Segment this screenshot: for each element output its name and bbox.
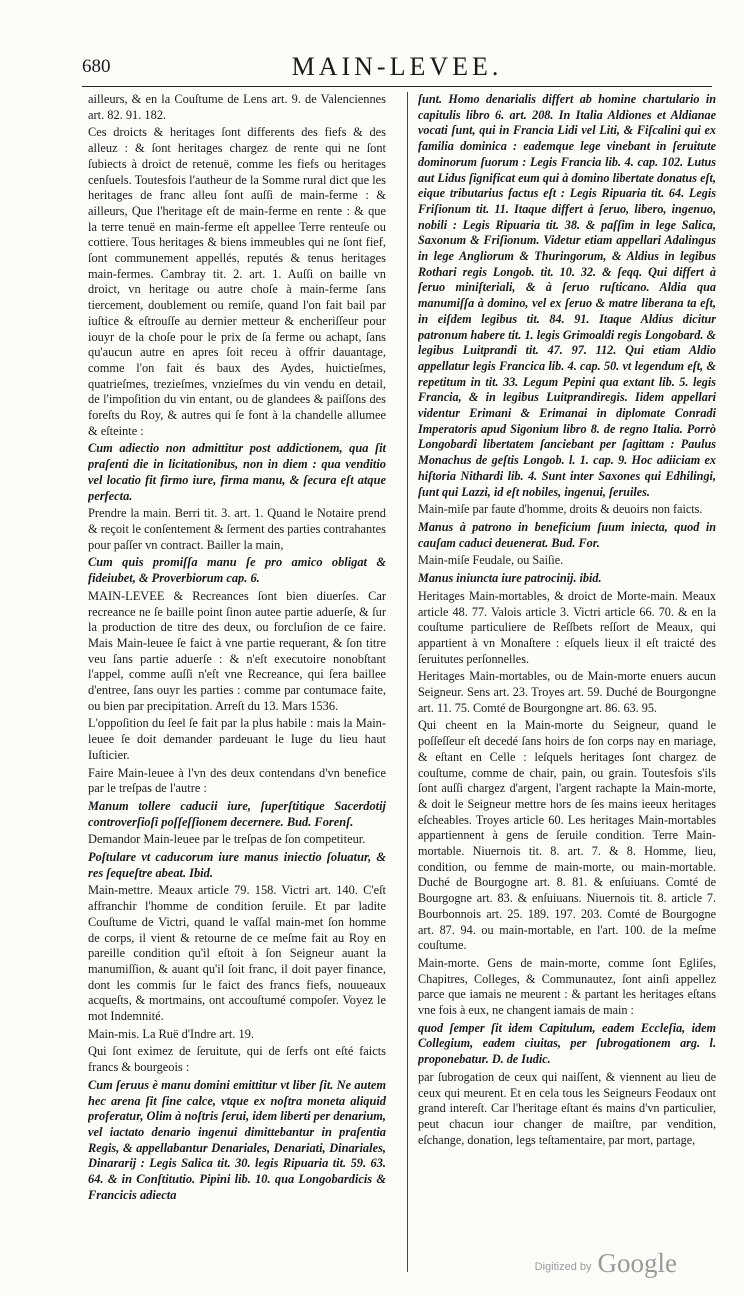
paragraph: Qui cheent en la Main-morte du Seigneur, quand le poſſeſſeur eſt decedé ſans hoirs de ſon corps nay en mariage, & eſtant en Celle : leſquels heritages ſont chargez de couſtume, comme de chair, pain, ou grain. Toutesfois s'ils ſont auſſi chargez d'argent, l'argent rachapte la Main-morte, & doit le Seigneur mettre hors de ſes mains ieeux heritages eſcheables. Troyes article 60. Les heritages Main-mortables appartiennent à gens de ſeruile condition. Terre Main-mortable. Niuernois tit. 8. art. 7. & 8. Homme, lieu, condition, ou femme de main-morte, ou main-mortable. Duché de Bourgogne art. 8. 81. & enſuiuans. Comté de Bourgogne art. 83. & enſuiuans. Niuernois tit. 8. article 7. Bourbonnois art. 25. 189. 197. 203. Comté de Bourgogne art. 87. 94. ou main-mortable, en l'art. 100. de la meſme couſtume.: [418, 718, 716, 953]
latin-citation: Manus à patrono in beneficium ſuum iniecta, quod in cauſam caduci deuenerat. Bud. For.: [418, 519, 716, 550]
latin-citation: Cum ſeruus è manu domini emittitur vt liber ſit. Ne autem hec arena ſit ſine calce, vtque ex noſtra moneta aliquid proferatur, Olim à noſtris ſerui, idem liberti per denarium, vel iactato denario ingenui dimittebantur in praſentia Regis, & appellabantur Denariales, Denariati, Dinariales, Dinararij : Legis Salica tit. 30. legis Ripuaria tit. 59. 63. 64. & in Conſtitutio. Pipini lib. 10. qua Longobardicis & Francicis adiecta: [88, 1077, 386, 1202]
latin-citation: Manus iniuncta iure patrocinij. ibid.: [418, 571, 602, 586]
paragraph: Prendre la main. Berri tit. 3. art. 1. Quand le Notaire prend & reçoit le conſentement & ſerment des parties contrahantes pour paſſer vn contract. Bailler la main,: [88, 506, 386, 552]
paragraph: Faire Main-leuee à l'vn des deux contendans d'vn benefice par le treſpas de l'autre :: [88, 765, 386, 796]
column-divider: [407, 92, 408, 1272]
paragraph: L'oppoſition du ſeel ſe fait par la plus habile : mais la Main-leuee ſe doit demander pardeuant le Iuge du lieu haut Iuſticier.: [88, 716, 386, 762]
latin-citation: Poſtulare vt caducorum iure manus iniectio ſoluatur, & res ſequeſtre abeat. Ibid.: [88, 850, 386, 880]
page-header: [82, 52, 712, 82]
paragraph: Main-morte. Gens de main-morte, comme ſont Egliſes, Chapitres, Colleges, & Communautez, ſont ainſi appellez parce que iamais ne meurent : & partant les heritages eſtans vne fois à eux, ne changent iamais de main :: [418, 955, 716, 1018]
left-column: [88, 92, 386, 1272]
latin-citation: Cum quis promiſſa manu ſe pro amico obligat & fideiubet, & Proverbiorum cap. 6.: [88, 555, 386, 586]
paragraph: par ſubrogation de ceux qui naiſſent, & viennent au lieu de ceux qui meurent. Et en cela tous les Seigneurs Feodaux ont grand intereſt. Car l'heritage eſtant és mains d'vn particulier, peut chacun iour changer de maiſtre, par vendition, eſchange, donation, legs teſtamentaire, par mort, partage,: [418, 1069, 716, 1147]
latin-citation: quod ſemper ſit idem Capitulum, eadem Eccleſia, idem Collegium, eadem ciuitas, per ſubrogationem arg. l. proponebatur. D. de Iudic.: [418, 1020, 716, 1067]
latin-citation: ſunt. Homo denarialis differt ab homine chartulario in capitulis libro 6. art. 208. In Italia Aldiones et Aldianae vocati ſunt, qui in Francia Lidi vel Liti, & Fiſcalini qui ex familia dominica : eademque lege vinebant in ſeruitute dominorum ſuorum : Legis Francia lib. 4. cap. 102. Lutus aut Lidus ſignificat eum qui à domino libertate donatus eſt, eique tributarius factus eſt : Legis Ripuaria tit. 64. Legis Friſionum tit. 11. Itaque differt à ſeruo, libero, ingenuo, nobili : Legis Ripuaria tit. 38. & paſſim in lege Salica, Saxonum & Friſionum. Videtur etiam appellari Adalingus in lege Angliorum & Thuringorum, & Aldius in legibus Rothari regis Longob. tit. 10. 32. & ſeqq. Qui differt à ſeruo miniſteriali, & à ſeruo ruſticano. Aldia qua manumiſſa à domino, vel ex ſeruo & matre liberana ta eſt, in eiſdem legibus tit. 84. 91. Itaque Aldius dicitur patronum habere tit. 1. legis Grimoaldi regis Longobard. & legibus Luitprandi tit. 47. 97. 112. Qui etiam Aldio appellatur legis Francica lib. 4. cap. 50. vt legendum eſt, & repetitum in tit. 33. Legum Pepini qua extant lib. 5. legis Francia, & in legibus Luitprandiregis. Iidem appellari videntur Erimani & Erimanai in diplomate Conradi Imperatoris apud Sigonium libro 8. de regno Italia. Porrò Longobardi libertatem ſanciebant per ſagittam : Paulus Monachus de geſtis Longob. l. 1. cap. 9. Hoc adiiciam ex hiſtoria Nithardi lib. 4. Sunt inter Saxones qui Edhilingi, ſunt qui Lazzi, id eſt nobiles, ingenui, ſeruiles.: [418, 92, 716, 499]
paragraph: Heritages Main-mortables, & droict de Morte-main. Meaux article 48. 77. Valois article 3. Victri article 66. 70. & en la couſtume particuliere de Reſſbets reſſort de Meaux, qui appartient à vn Monaſtere : eſquels lieux il eſt traicté des ſeruitutes perſonnelles.: [418, 588, 716, 666]
paragraph: MAIN-LEVEE & Recreances ſont bien diuerſes. Car recreance ne ſe baille point ſinon autee partie aduerſe, & ſur la production de titre des deux, ou forcluſion de ce faire. Mais Main-leuee ſe faict à vne partie requerant, & ſon titre veu ſans partie aduerſe : & n'eſt executoire nonobſtant l'appel, comme auſſi n'eſt vne Recreance, qui ſera baillee d'entree, ſans ouyr les parties : comme par contumace faite, ou bien par precipitation. Arreſt du 13. Mars 1536.: [88, 588, 386, 713]
paragraph: Ces droicts & heritages ſont differents des fiefs & des alleuz : & ſont heritages chargez de rente qui ne ſont ſubiects à droict de retenuë, comme les fiefs ou heritages cenſuels. Toutesfois l'autheur de la Somme rural dict que les heritages de franc alleu ſont auſſi de main-ferme : & ailleurs, Que l'heritage eſt de main-ferme en rente : & que la terre tenuë en main-ferme eſt appellee Terre renteuſe ou cottiere. Tous heritages & biens immeubles qui ne ſont fief, ſont communement appellés, reputés & tenus heritages main-fermes. Cambray tit. 2. art. 1. Auſſi on baille vn droict, vn heritage ou autre choſe à main-ferme ſans tiercement, doublement ou remiſe, quand l'on fait bail par iuſtice & eſtrouſſe au dernier metteur & encheriſſeur pour iouyr de la choſe pour le prix de ſa ferme ou achapt, ſans qu'aucun autre en apres ſoit receu à offrir dauantage, comme l'on fait és baux des Aydes, huictieſmes, quatrieſmes, trezieſmes, vnzieſmes du vin vendu en detail, de l'impoſition du vin entant, ou de glandees & paiſſons des foreſts du Roy, & autres qui ſe font à la chandelle allumee & eſteinte :: [88, 125, 386, 438]
paragraph: Qui ſont eximez de ſeruitute, qui de ſerfs ont eſté faicts francs & bourgeois :: [88, 1044, 386, 1075]
google-logo: Google: [597, 1248, 677, 1278]
paragraph: Main-miſe Feudale, ou Saiſie.: [418, 553, 564, 568]
paragraph: ailleurs, & en la Couſtume de Lens art. 9. de Valenciennes art. 82. 91. 182.: [88, 92, 386, 122]
digitized-watermark: [507, 1243, 677, 1279]
latin-citation: Manum tollere caducii iure, ſuperſtitique Sacerdotij controverſioſi poſſeſſionem decernere. Bud. Forenſ.: [88, 798, 386, 829]
right-column: [418, 92, 716, 1272]
paragraph: Demandor Main-leuee par le treſpas de ſon competiteur.: [88, 832, 366, 847]
running-head: MAIN-LEVEE.: [291, 52, 503, 81]
paragraph: Heritages Main-mortables, ou de Main-morte enuers aucun Seigneur. Sens art. 23. Troyes art. 59. Duché de Bourgongne art. 11. 75. Comté de Bourgongne art. 86. 63. 95.: [418, 669, 716, 715]
page-number: 680: [82, 56, 111, 77]
paragraph: Main-mettre. Meaux article 79. 158. Victri art. 140. C'eſt affranchir l'homme de condition ſeruile. Et par ladite Couſtume de Victri, quand le vaſſal main-met ſon homme de corps, il vient & retourne de ce meſme fait au Roy en pareille condition qu'il eſtoit à ſon Seigneur auant la manumiſſion, & auant qu'il ſoit franc, il doit payer finance, dont les commis ſur le faict des francs fiefs, nouueaux acqueſts, & mortmains, ont accouſtumé compoſer. Voyez le mot Indemnité.: [88, 883, 386, 1024]
header-rule: [82, 86, 712, 87]
paragraph: Main-miſe par faute d'homme, droits & deuoirs non faicts.: [418, 502, 703, 517]
latin-citation: Cum adiectio non admittitur post addictionem, qua ſit praſenti die in licitationibus, non in diem : qua venditio vel locatio fit firmo iure, firma manu, & ſecura eſt atque perfecta.: [88, 441, 386, 503]
paragraph: Main-mis. La Ruë d'Indre art. 19.: [88, 1026, 255, 1041]
digitized-by-text: Digitized by: [534, 1261, 592, 1273]
